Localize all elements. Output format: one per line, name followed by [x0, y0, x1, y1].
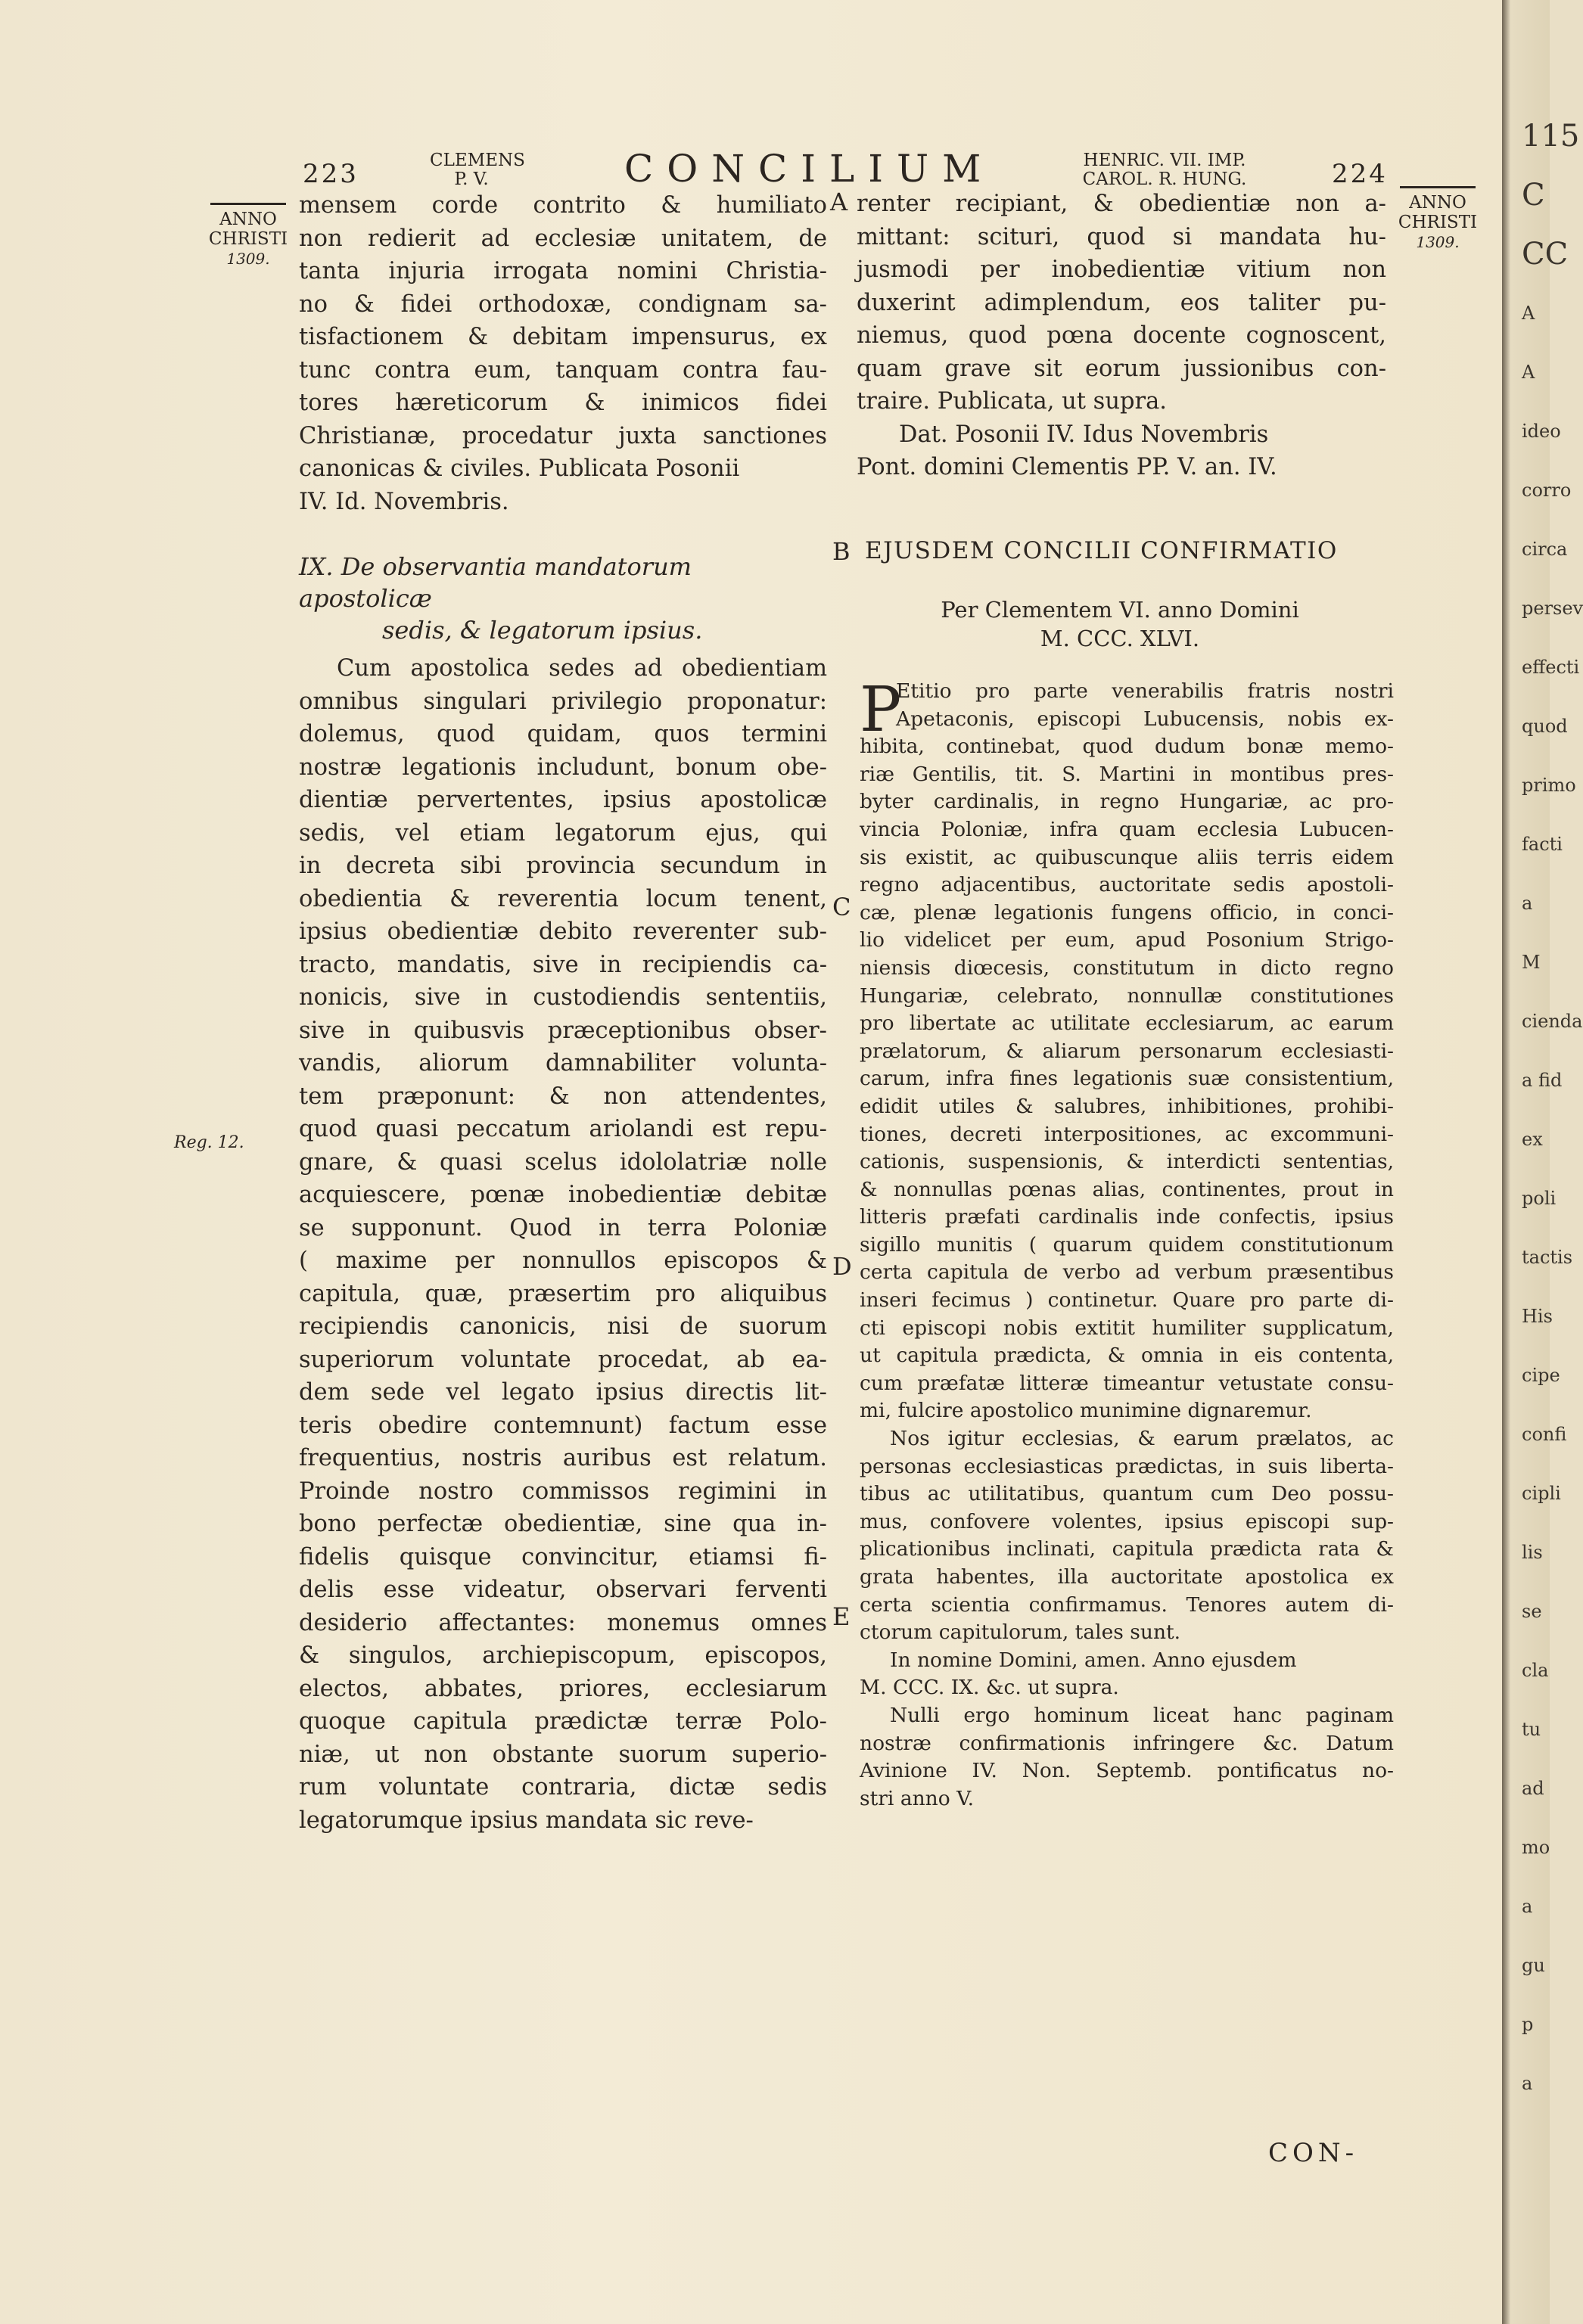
- text-line: bono perfectæ obedientiæ, sine qua in-: [299, 1511, 827, 1537]
- bleed-fragment: a: [1522, 893, 1533, 914]
- section-title: [299, 551, 829, 646]
- right-page-number: 224: [1332, 159, 1388, 189]
- bleed-fragment: ideo: [1522, 421, 1561, 442]
- text-line: Apetaconis, episcopi Lubucensis, nobis ex-: [896, 707, 1394, 731]
- bleed-fragment: cienda: [1522, 1011, 1583, 1032]
- confirmatio-subheading-line: M. CCC. XLVI.: [1040, 626, 1200, 651]
- margin-year: 1309.: [1416, 233, 1460, 251]
- bleed-fragment: tu: [1522, 1719, 1541, 1740]
- text-line: Etitio pro parte venerabilis fratris nostri: [896, 679, 1394, 703]
- text-line: riæ Gentilis, tit. S. Martini in montibus pres-: [860, 762, 1394, 786]
- text-line: nostræ confirmationis infringere &c. Datum: [860, 1731, 1394, 1755]
- bleed-fragment: quod: [1522, 716, 1568, 737]
- text-line: cationis, suspensionis, & interdicti sententias,: [860, 1150, 1394, 1174]
- bleed-fragment: p: [1522, 2014, 1534, 2035]
- margin-rule: [1400, 186, 1476, 188]
- bleed-fragment: poli: [1522, 1188, 1557, 1209]
- text-line: in decreta sibi provincia secundum in: [299, 853, 827, 879]
- text-line: gnare, & quasi scelus idololatriæ nolle: [299, 1148, 827, 1176]
- text-line: mensem corde contrito & humiliato: [299, 192, 827, 219]
- text-line: niemus, quod pœna docente cognoscent,: [857, 322, 1386, 349]
- bleed-fragment: A: [1522, 303, 1535, 324]
- confirmatio-subheading-line: Per Clementem VI. anno Domini: [941, 597, 1299, 623]
- text-line: dem sede vel legato ipsius directis lit-: [299, 1379, 827, 1406]
- text-line: ( maxime per nonnullos episcopos &: [299, 1247, 827, 1274]
- next-page-edge: [1502, 0, 1583, 2324]
- text-line: sigillo munitis ( quarum quidem constitutionum: [860, 1232, 1394, 1257]
- bleed-fragment: gu: [1522, 1955, 1545, 1976]
- text-line: frequentius, nostris auribus est relatum.: [299, 1445, 827, 1471]
- text-line: Dat. Posonii IV. Idus Novembris: [899, 421, 1269, 448]
- text-line: quoque capitula prædictæ terræ Polo-: [299, 1708, 827, 1735]
- confirmatio-subheading: [885, 595, 1354, 653]
- text-line: Cum apostolica sedes ad obedientiam: [337, 655, 827, 682]
- text-line: legatorumque ipsius mandata sic reve-: [299, 1807, 754, 1834]
- margin-reference: Reg. 12.: [174, 1133, 244, 1152]
- text-line: litteris præfati cardinalis inde confectis, ipsius: [860, 1205, 1394, 1229]
- text-line: niæ, ut non obstante suorum superio-: [299, 1741, 827, 1768]
- section-title-line: sedis, & legatorum ipsius.: [382, 616, 703, 645]
- confirmatio-heading: EJUSDEM CONCILII CONFIRMATIO: [865, 537, 1338, 564]
- bleed-fragment: facti: [1522, 834, 1563, 855]
- text-line: Nos igitur ecclesias, & earum prælatos, ac: [890, 1427, 1394, 1451]
- text-line: M. CCC. IX. &c. ut supra.: [860, 1676, 1119, 1700]
- text-line: Christianæ, procedatur juxta sanctiones: [299, 422, 827, 449]
- bleed-fragment: corro: [1522, 480, 1572, 501]
- bleed-fragment: cipe: [1522, 1365, 1560, 1386]
- text-line: prælatorum, & aliarum personarum ecclesiasti-: [860, 1039, 1394, 1063]
- text-line: plicationibus inclinati, capitula prædicta rata &: [860, 1537, 1394, 1561]
- text-line: & singulos, archiepiscopum, episcopos,: [299, 1642, 827, 1669]
- section-marker-c: C: [832, 893, 851, 921]
- text-line: rum voluntate contraria, dictæ sedis: [299, 1774, 827, 1800]
- margin-year-right: [1392, 186, 1483, 252]
- text-line: Hungariæ, celebrato, nonnullæ constitutiones: [860, 983, 1394, 1008]
- text-line: cum præfatæ litteræ timeantur vetustate consu-: [860, 1371, 1394, 1395]
- text-line: sive in quibusvis præceptionibus obser-: [299, 1017, 827, 1044]
- section-marker-b: B: [832, 537, 851, 566]
- bleed-fragment: a fid: [1522, 1070, 1563, 1091]
- page-title: CONCILIUM: [624, 147, 995, 191]
- text-line: Avinione IV. Non. Septemb. pontificatus no-: [860, 1759, 1394, 1783]
- text-line: pro libertate ac utilitate ecclesiarum, ac earum: [860, 1011, 1394, 1036]
- right-context-line: HENRIC. VII. IMP.: [1083, 151, 1246, 170]
- text-line: niensis diœcesis, constitutum in dicto regno: [860, 955, 1394, 980]
- bleed-fragment: His: [1522, 1306, 1553, 1327]
- text-line: stri anno V.: [860, 1786, 975, 1810]
- text-line: electos, abbates, priores, ecclesiarum: [299, 1675, 827, 1702]
- margin-year-left: [203, 203, 294, 269]
- left-page-number: 223: [303, 159, 359, 189]
- text-line: tibus ac utilitatibus, quantum cum Deo possu-: [860, 1482, 1394, 1506]
- bleed-fragment: mo: [1522, 1837, 1550, 1858]
- text-line: recipiendis canonicis, nisi de suorum: [299, 1313, 827, 1340]
- bleed-fragment: cipli: [1522, 1483, 1561, 1504]
- text-line: & nonnullas pœnas alias, continentes, prout in: [860, 1177, 1394, 1201]
- text-line: nostræ legationis includunt, bonum obe-: [299, 753, 827, 781]
- bleed-fragment: A: [1522, 362, 1535, 383]
- text-line: certa capitula de verbo ad verbum præsentibus: [860, 1260, 1394, 1285]
- text-line: lio videlicet per eum, apud Posonium Strigo-: [860, 928, 1394, 952]
- left-column-body: [299, 652, 827, 1837]
- right-running-context: [1062, 151, 1267, 189]
- bleed-fragment: tactis: [1522, 1247, 1573, 1268]
- text-line: cti episcopi nobis extitit humiliter supplicatum,: [860, 1316, 1394, 1340]
- catchword: CON-: [1268, 2138, 1359, 2168]
- text-line: tem præponunt: & non attendentes,: [299, 1083, 827, 1110]
- bleed-fragment: confi: [1522, 1424, 1567, 1445]
- text-line: certa scientia confirmamus. Tenores autem di-: [860, 1592, 1394, 1617]
- text-line: carum, infra fines legationis suæ consistentium,: [860, 1067, 1394, 1091]
- margin-year: 1309.: [226, 250, 270, 268]
- text-line: acquiescere, pœnæ inobedientiæ debitæ: [299, 1182, 827, 1208]
- text-line: desiderio affectantes: monemus omnes: [299, 1609, 827, 1636]
- text-line: IV. Id. Novembris.: [299, 488, 509, 515]
- text-line: capitula, quæ, præsertim pro aliquibus: [299, 1280, 827, 1307]
- bleed-fragment: a: [1522, 1896, 1533, 1917]
- text-line: omnibus singulari privilegio proponatur:: [299, 688, 827, 715]
- text-line: quod quasi peccatum ariolandi est repu-: [299, 1116, 827, 1142]
- text-line: quam grave sit eorum jussionibus con-: [857, 355, 1386, 382]
- section-marker-d: D: [832, 1252, 852, 1281]
- text-line: inseri fecimus ) continetur. Quare pro parte di-: [860, 1288, 1394, 1313]
- margin-rule: [210, 203, 286, 205]
- text-line: traire. Publicata, ut supra.: [857, 388, 1167, 415]
- right-column-body: [860, 674, 1394, 1813]
- text-line: superiorum voluntate procedat, ab ea-: [299, 1346, 827, 1373]
- text-line: tisfactionem & debitam impensurus, ex: [299, 324, 827, 350]
- drop-cap: P: [860, 674, 902, 746]
- text-line: Pont. domini Clementis PP. V. an. IV.: [857, 454, 1277, 480]
- bleed-fragment: persev: [1522, 598, 1583, 619]
- section-marker-e: E: [832, 1602, 851, 1631]
- text-line: byter cardinalis, in regno Hungariæ, ac pro-: [860, 790, 1394, 814]
- text-line: ctorum capitulorum, tales sunt.: [860, 1620, 1181, 1645]
- text-line: vandis, aliorum damnabiliter volunta-: [299, 1050, 827, 1077]
- bleed-fragment: cla: [1522, 1660, 1549, 1681]
- left-column-top: [299, 189, 827, 518]
- text-line: teris obedire contemnunt) factum esse: [299, 1412, 827, 1439]
- text-line: dolemus, quod quidam, quos termini: [299, 721, 827, 747]
- text-line: mittant: scituri, quod si mandata hu-: [857, 223, 1386, 250]
- text-line: Nulli ergo hominum liceat hanc paginam: [890, 1703, 1394, 1727]
- bleed-fragment: se: [1522, 1601, 1542, 1622]
- text-line: grata habentes, illa auctoritate apostolica ex: [860, 1565, 1394, 1589]
- text-line: nonicis, sive in custodiendis sententiis,: [299, 984, 827, 1011]
- text-line: ipsius obedientiæ debito reverenter sub-: [299, 918, 827, 945]
- margin-label: ANNO CHRISTI: [208, 210, 288, 249]
- bleed-fragment: circa: [1522, 539, 1568, 560]
- text-line: vincia Poloniæ, infra quam ecclesia Lubucen-: [860, 817, 1394, 841]
- bleed-fragment: a: [1522, 2073, 1533, 2094]
- text-line: duxerint adimplendum, eos taliter pu-: [857, 289, 1386, 316]
- section-title-line: IX. De observantia mandatorum apostolicæ: [299, 552, 692, 613]
- text-line: tanta injuria irrogata nomini Christia-: [299, 258, 827, 284]
- text-line: dientiæ pervertentes, ipsius apostolicæ: [299, 787, 827, 813]
- margin-label: ANNO CHRISTI: [1398, 193, 1478, 232]
- text-line: regno adjacentibus, auctoritate sedis apostoli-: [860, 873, 1394, 897]
- text-line: canonicas & civiles. Publicata Posonii: [299, 455, 740, 482]
- right-column-top: [857, 188, 1386, 484]
- text-line: non redierit ad ecclesiæ unitatem, de: [299, 225, 827, 252]
- text-line: cæ, plenæ legationis fungens officio, in conci-: [860, 900, 1394, 924]
- text-line: edidit utiles & salubres, inhibitiones, prohibi-: [860, 1094, 1394, 1118]
- text-line: mi, fulcire apostolico munimine dignaremur.: [860, 1399, 1312, 1423]
- bleed-fragment: ad: [1522, 1778, 1544, 1799]
- section-marker-a: A: [830, 188, 848, 216]
- text-line: tiones, decreti interpositiones, ac excommuni-: [860, 1122, 1394, 1146]
- text-line: mus, confovere volentes, ipsius episcopi sup-: [860, 1509, 1394, 1533]
- text-line: fidelis quisque convincitur, etiamsi fi-: [299, 1543, 827, 1571]
- text-line: tunc contra eum, tanquam contra fau-: [299, 356, 827, 384]
- left-context-line: P. V.: [454, 169, 489, 189]
- bleed-fragment: 115: [1522, 119, 1580, 154]
- bleed-fragment: primo: [1522, 775, 1576, 796]
- bleed-fragment: lis: [1522, 1542, 1543, 1563]
- text-line: sis existit, ac quibuscunque aliis terris eidem: [860, 845, 1394, 869]
- left-running-context: [430, 151, 525, 189]
- text-line: Proinde nostro commissos regimini in: [299, 1477, 827, 1505]
- text-line: tracto, mandatis, sive in recipiendis ca-: [299, 951, 827, 978]
- text-line: jusmodi per inobedientiæ vitium non: [857, 256, 1386, 283]
- text-line: personas ecclesiasticas prædictas, in suis liberta-: [860, 1454, 1394, 1478]
- text-line: renter recipiant, & obedientiæ non a-: [857, 191, 1386, 217]
- text-line: no & fidei orthodoxæ, condignam sa-: [299, 290, 827, 318]
- bleed-fragment: M: [1522, 952, 1541, 973]
- bleed-fragment: CC: [1522, 237, 1569, 272]
- left-context-line: CLEMENS: [430, 151, 525, 170]
- text-line: tores hæreticorum & inimicos fidei: [299, 390, 827, 416]
- text-line: In nomine Domini, amen. Anno ejusdem: [890, 1648, 1297, 1672]
- text-line: ut capitula prædicta, & omnia in eis contenta,: [860, 1344, 1394, 1368]
- text-line: hibita, continebat, quod dudum bonæ memo-: [860, 735, 1394, 759]
- right-context-line: CAROL. R. HUNG.: [1082, 169, 1247, 189]
- text-line: sedis, vel etiam legatorum ejus, qui: [299, 819, 827, 847]
- bleed-fragment: ex: [1522, 1129, 1543, 1150]
- text-line: se supponunt. Quod in terra Poloniæ: [299, 1214, 827, 1241]
- bleed-fragment: effecti: [1522, 657, 1580, 678]
- text-line: delis esse videatur, observari ferventi: [299, 1577, 827, 1603]
- text-line: obedientia & reverentia locum tenent,: [299, 885, 827, 912]
- bleed-fragment: C: [1522, 178, 1545, 213]
